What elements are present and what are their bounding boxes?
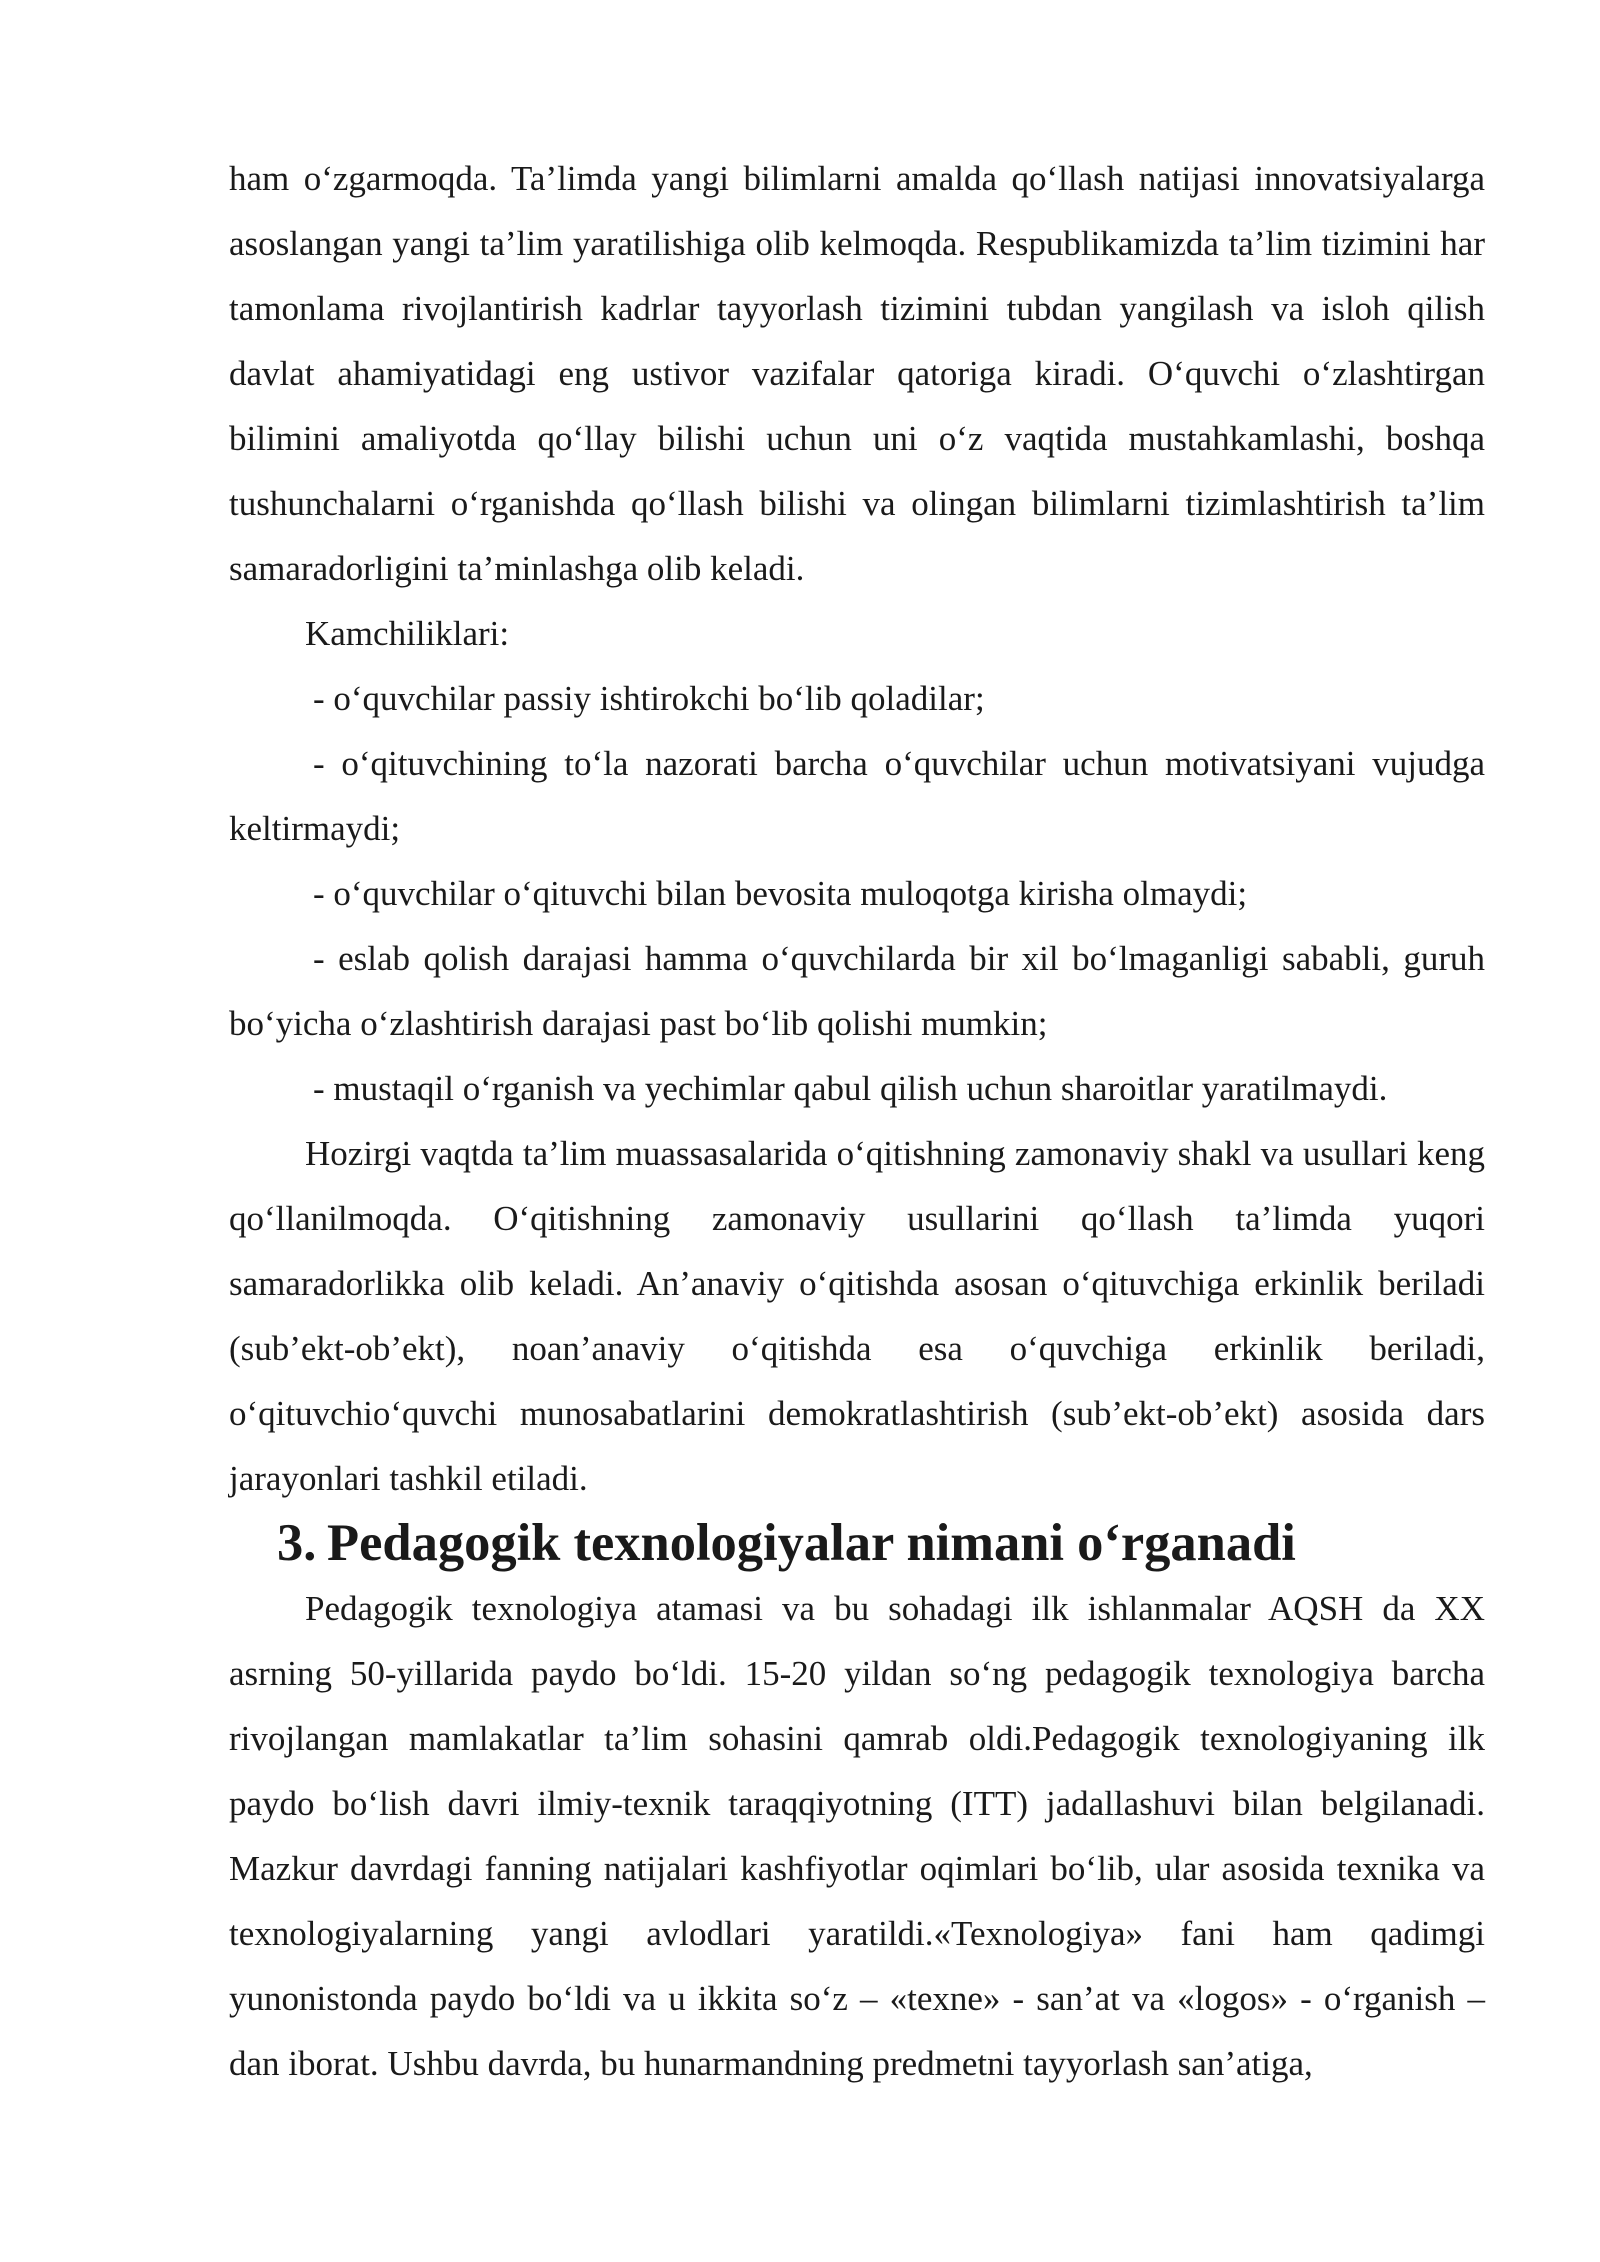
document-body <box>229 146 1485 2096</box>
shortcoming-item-2: - o‘qituvchining to‘la nazorati barcha o‘quvchilar uchun motivatsiyani vujudga keltirmaydi; <box>229 744 1485 848</box>
shortcoming-item-5: - mustaqil o‘rganish va yechimlar qabul qilish uchun sharoitlar yaratilmaydi. <box>313 1069 1388 1108</box>
section-heading <box>229 1511 1485 1576</box>
shortcoming-item-4: - eslab qolish darajasi hamma o‘quvchilarda bir xil bo‘lmaganligi sababli, guruh bo‘yicha o‘zlashtirish darajasi past bo‘lib qolishi mumkin; <box>229 939 1485 1043</box>
paragraph-section-body: Pedagogik texnologiya atamasi va bu sohadagi ilk ishlanmalar AQSH da XX asrning 50-yillarida paydo bo‘ldi. 15-20 yildan so‘ng pedagogik texnologiya barcha rivojlangan mamlakatlar ta’lim sohasini qamrab oldi.Pedagogik texnologiyaning ilk paydo bo‘lish davri ilmiy-texnik taraqqiyotning (ITT) jadallashuvi bilan belgilanadi. Mazkur davrdagi fanning natijalari kashfiyotlar oqimlari bo‘lib, ular asosida texnika va texnologiyalarning yangi avlodlari yaratildi.«Texnologiya» fani ham qadimgi yunonistonda paydo bo‘ldi va u ikkita so‘z – «texne» - san’at va «logos» - o‘rganish – dan iborat. Ushbu davrda, bu hunarmandning predmetni tayyorlash san’atiga, <box>229 1589 1485 2083</box>
paragraph-modern-methods: Hozirgi vaqtda ta’lim muassasalarida o‘qitishning zamonaviy shakl va usullari keng qo‘llanilmoqda. O‘qitishning zamonaviy usullarini qo‘llash ta’limda yuqori samaradorlikka olib keladi. An’anaviy o‘qitishda asosan o‘qituvchiga erkinlik beriladi (sub’ekt-ob’ekt), noan’anaviy o‘qitishda esa o‘quvchiga erkinlik beriladi, o‘qituvchio‘quvchi munosabatlarini demokratlashtirish (sub’ekt-ob’ekt) asosida dars jarayonlari tashkil etiladi. <box>229 1134 1485 1498</box>
section-title: Pedagogik texnologiyalar nimani o‘rganadi <box>327 1514 1296 1572</box>
shortcoming-item-3: - o‘quvchilar o‘qituvchi bilan bevosita muloqotga kirisha olmaydi; <box>313 874 1248 913</box>
paragraph-continued: ham o‘zgarmoqda. Ta’limda yangi bilimlarni amalda qo‘llash natijasi innovatsiyalarga asoslangan yangi ta’lim yaratilishiga olib kelmoqda. Respublikamizda ta’lim tizimini har tamonlama rivojlantirish kadrlar tayyorlash tizimini tubdan yangilash va isloh qilish davlat ahamiyatidagi eng ustivor vazifalar qatoriga kiradi. O‘quvchi o‘zlashtirgan bilimini amaliyotda qo‘llay bilishi uchun uni o‘z vaqtida mustahkamlashi, boshqa tushunchalarni o‘rganishda qo‘llash bilishi va olingan bilimlarni tizimlashtirish ta’lim samaradorligini ta’minlashga olib keladi. <box>229 159 1485 588</box>
shortcomings-label: Kamchiliklari: <box>305 614 510 653</box>
section-number: 3. <box>277 1514 317 1572</box>
shortcoming-item-1: - o‘quvchilar passiy ishtirokchi bo‘lib qoladilar; <box>313 679 985 718</box>
